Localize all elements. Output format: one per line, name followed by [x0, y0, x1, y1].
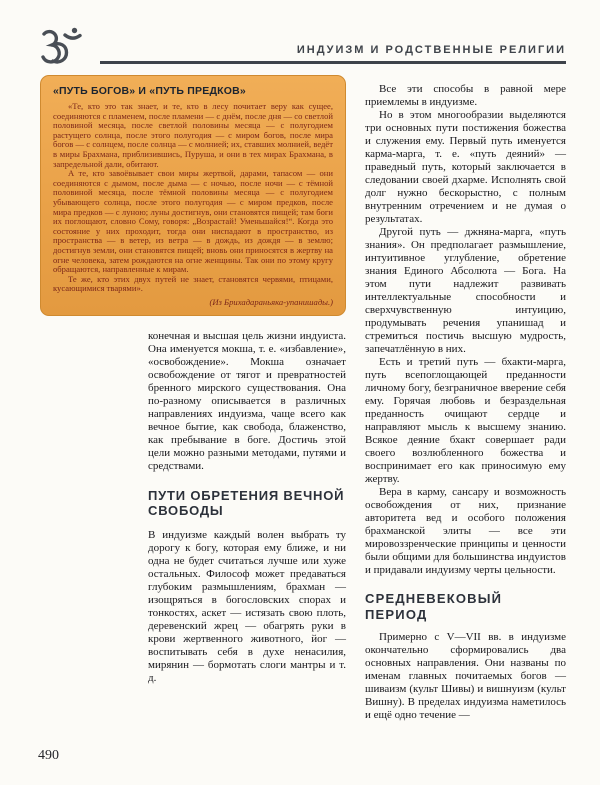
left-region — [40, 75, 346, 685]
quote-box-title: «ПУТЬ БОГОВ» И «ПУТЬ ПРЕДКОВ» — [53, 85, 246, 97]
body-paragraph: Другой путь — джняна-марга, «путь знания». Он предполагает размышление, интуитивное углубление, обретение знания Единого Абсолюта — Бога. На этом пути надлежит развивать интеллектуальные способности и сверхчувственную интуицию, продумывать речения упанишад и стремиться постичь высшую мудрость, запечатлённую в них. — [365, 226, 566, 355]
quote-box — [40, 75, 346, 316]
body-paragraph: Есть и третий путь — бхакти-марга, путь всепоглощающей преданности личному богу, безграничное вверение себя ему. Горячая любовь и безраздельная преданность очищают сердце и направляют мысль к высшему знанию. Всякое деяние бхакт совершает ради своего возлюбленного божества и воспринимает его как приносимую ему жертву. — [365, 356, 566, 485]
quote-paragraph: А те, кто завоёвывает свои миры жертвой, дарами, тапасом — они соединяются с дымом, после дыма — с ночью, после ночи — с тёмной половиной месяца, после тёмной половины месяца — с полугодием убывающего солнца, после этого полугодия — с миром предков, после мира предков — с луною; луны достигнув, они становятся пищей; там боги их поглощают, словно Сому, говоря: „Возрастай! Уменьшайся!“. Когда это состояние у них проходит, тогда они ниспадают в пространство, из пространства — в ветер, из ветра — в дождь, из дождя — в землю; достигнув земли, они становятся пищей; вновь они приносятся в жертву на огне человека, затем рождаются на огне женщины. Так они по этому кругу обращаются, направленные к мирам. — [53, 168, 333, 275]
body-paragraph: конечная и высшая цель жизни индуиста. Она именуется мокша, т. е. «избавление», «освобождение». Мокша означает освобождение от тягот и превратностей бренного мирского существования. Она по-разному описывается в различных направлениях индуизма, чаще всего как вечное бытие, как свобода, блаженство, как пребывание в боге. Достичь этой цели можно разными методами, путями и средствами. — [148, 329, 346, 472]
running-head-title: ИНДУИЗМ И РОДСТВЕННЫЕ РЕЛИГИИ — [296, 44, 566, 56]
quote-attribution: (Из Брихадараньяка-упанишады.) — [209, 296, 333, 307]
left-column — [148, 330, 346, 685]
body-paragraph: Примерно с V—VII вв. в индуизме окончательно сформировались два основных направления. Они названы по именам главных почитаемых богов — шиваизм (культ Шивы) и вишнуизм (культ Вишну). В пределах индуизма наметилось и ещё одно течение — — [365, 631, 566, 721]
quote-paragraph: «Те, кто это так знает, и те, кто в лесу почитает веру как сущее, соединяются с пламенем, после пламени — с днём, после дня — со светлой половиной месяца, после светлой половины месяца — с полугодием растущего солнца, после этого полугодия — с миром богов, после мира богов — с солнцем, после солнца — с молнией; их, ставших молнией, ведёт в миры Брахмана, приблизившись, Пуруша, и они в тех мирах Брахмана, в запредельной дали, обитают. — [53, 101, 333, 169]
om-icon — [36, 26, 86, 68]
section-heading-paths-of-freedom: ПУТИ ОБРЕТЕНИЯ ВЕЧНОЙ СВОБОДЫ — [148, 487, 345, 519]
body-paragraph: Вера в карму, сансару и возможность освобождения от них, признание авторитета вед и особого положения брахманской элиты — все эти мировоззренческие принципы и ценности были общими для большинства индуистов и придавали индуизму черты цельности. — [365, 486, 566, 576]
page-number: 490 — [38, 748, 59, 763]
body-paragraph: Все эти способы в равной мере приемлемы в индуизме. — [365, 83, 566, 108]
body-paragraph: В индуизме каждый волен выбрать ту дорогу к богу, которая ему ближе, и ни одна не будет считаться лучше или хуже остальных. Философ может предаваться глубоким размышлениям, брахман — изощряться в богословских спорах и тонкостях, аскет — истязать свою плоть, деревенский жрец — обагрять руки в крови жертвенного животного, йог — воспитывать себя в духе ненасилия, мирянин — бормотать слоги мантры и т. д. — [148, 528, 346, 684]
quote-paragraph: Те же, кто этих двух путей не знает, становятся червями, птицами, кусающимися тварями». — [53, 273, 333, 294]
running-head — [100, 44, 566, 56]
header-rule — [100, 61, 566, 64]
section-heading-medieval-period: СРЕДНЕВЕКОВЫЙ ПЕРИОД — [365, 591, 503, 622]
body-paragraph: Но в этом многообразии выделяются три основных пути постижения божества и служения ему. Первый путь именуется карма-марга, т. е. «путь деяний» — праведный путь, который заключается в следовании своей дхарме. Исполнять свой долг нужно бескорыстно, с полным внутренним отречением и не думая о результатах. — [365, 109, 566, 225]
right-column — [365, 83, 566, 722]
